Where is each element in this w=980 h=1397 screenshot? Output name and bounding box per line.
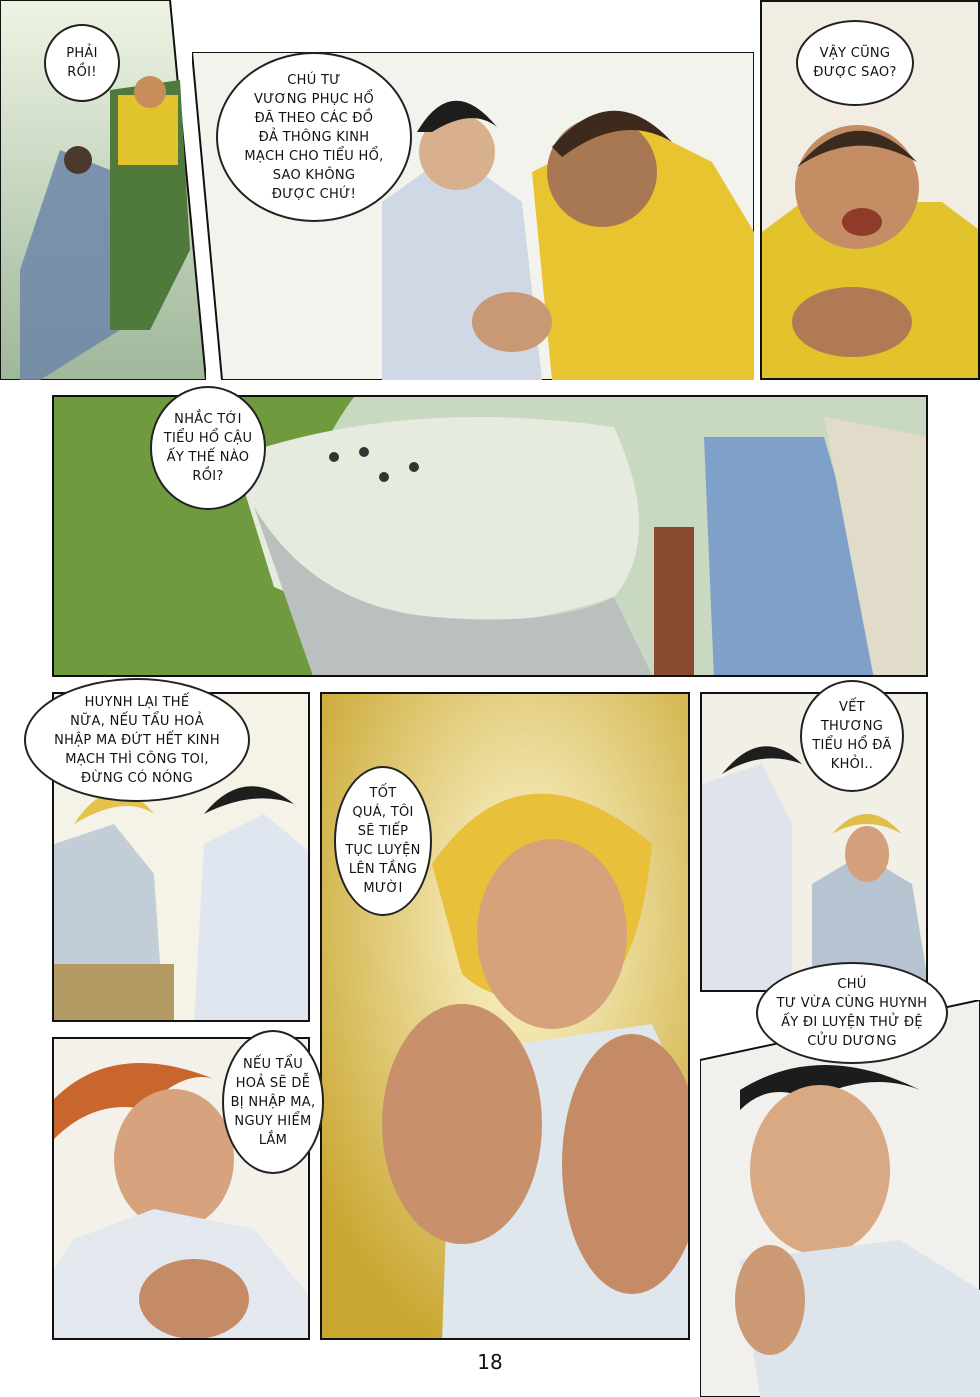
speech-bubble-2: CHÚ TƯ VƯƠNG PHỤC HỔ ĐÃ THEO CÁC ĐỒ ĐẢ THÔNG KINH MẠCH CHO TIỂU HỔ, SAO KHÔNG ĐƯỢC CHỨ! [216,52,412,222]
speech-bubble-8: CHÚ TƯ VỪA CÙNG HUYNH ẤY ĐI LUYỆN THỬ ĐỆ CỬU DƯƠNG [756,962,948,1064]
speech-bubble-6: TỐT QUÁ, TÔI SẼ TIẾP TỤC LUYỆN LÊN TẦNG MƯỜI [334,766,432,916]
page-number: 18 [477,1350,503,1374]
speech-bubble-5: HUYNH LẠI THẾ NỮA, NẾU TẨU HOẢ NHẬP MA ĐỨT HẾT KINH MẠCH THÌ CÔNG TOI, ĐỪNG CÓ NÓNG [24,678,250,802]
speech-bubble-1: PHẢI RỒI! [44,24,120,102]
speech-bubble-3: VẬY CŨNG ĐƯỢC SAO? [796,20,914,106]
speech-bubble-9: NẾU TẨU HOẢ SẼ DỄ BỊ NHẬP MA, NGUY HIỂM LẮM [222,1030,324,1174]
speech-bubble-7: VẾT THƯƠNG TIỂU HỔ ĐÃ KHỎI.. [800,680,904,792]
speech-bubble-4: NHẮC TỚI TIỂU HỔ CẬU ẤY THẾ NÀO RỒI? [150,386,266,510]
